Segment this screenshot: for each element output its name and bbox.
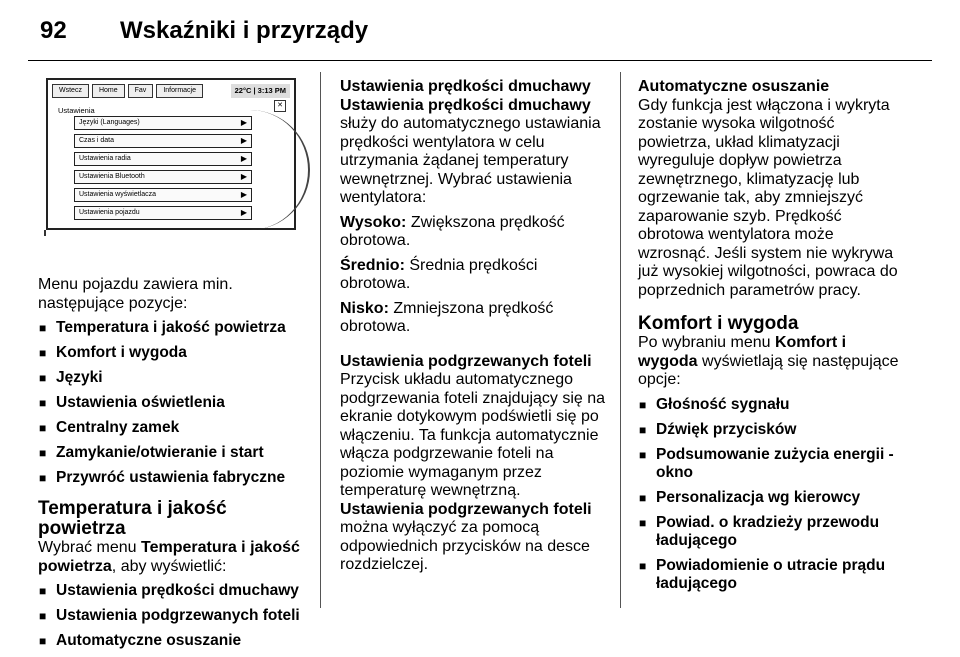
chevron-right-icon: ▶ (240, 136, 247, 145)
screen-title: Ustawienia (58, 106, 95, 115)
paragraph: Po wybraniu menu Komfort i wygoda wyświetlają się następujące opcje: (638, 334, 899, 388)
column-3 (638, 78, 910, 600)
list-item: ■ Ustawienia podgrzewanych foteli (38, 607, 308, 625)
chevron-right-icon: ▶ (240, 118, 247, 127)
paragraph: Wybrać menu Temperatura i jakość powietrza, aby wyświetlić: (38, 539, 300, 575)
tab-home: Home (92, 84, 125, 98)
list-item: ■ Głośność sygnału (638, 396, 910, 414)
paragraph: Przycisk układu automatycznego podgrzewania foteli znajdujący się na ekranie dotykowym podświetli się po włączeniu. Ta funkcja automatycznie włącza podgrzewanie foteli na poziomie wymaganym przez temperaturę wewnętrzną. Ustawienia podgrzewanych foteli można wyłączyć za pomocą odpowiednich przycisków na desce rozdzielczej. (340, 371, 606, 573)
screen-tab-bar (52, 84, 290, 98)
list-item: ■ Ustawienia oświetlenia (38, 394, 308, 412)
close-icon: ✕ (274, 100, 286, 112)
list-item: ■ Przywróć ustawienia fabryczne (38, 469, 308, 487)
section-heading: Komfort i wygoda (638, 313, 799, 334)
column-divider (620, 72, 621, 608)
paragraph: Ustawienia prędkości dmuchawy służy do automatycznego ustawiania prędkości wentylatora w celu utrzymania żądanej temperatury wewnętrznej. Wybrać ustawienia wentylatora: (340, 96, 601, 206)
list-item: ■ Języki (38, 369, 308, 387)
screen-bezel (46, 78, 296, 230)
list-item: ■ Automatyczne osuszanie (38, 632, 308, 650)
page-title: Wskaźniki i przyrządy (120, 17, 369, 44)
chevron-right-icon: ▶ (240, 208, 247, 217)
subheading: Automatyczne osuszanie (638, 78, 830, 95)
chevron-right-icon: ▶ (240, 190, 247, 199)
list-item: ■ Dźwięk przycisków (638, 421, 910, 439)
chevron-right-icon: ▶ (240, 154, 247, 163)
tab-info: Informacje (156, 84, 203, 98)
column-2 (340, 78, 608, 581)
list-item: ■ Podsumowanie zużycia energii - okno (638, 446, 910, 482)
list-item: ■ Ustawienia prędkości dmuchawy (38, 582, 308, 600)
screen-menu-item: Ustawienia Bluetooth ▶ (74, 170, 252, 184)
figure-mark (44, 230, 46, 236)
list-item: ■ Powiadomienie o utracie prądu ładującego (638, 557, 910, 593)
screen-menu-item: Ustawienia wyświetlacza ▶ (74, 188, 252, 202)
intro-text: Menu pojazdu zawiera min. następujące pozycje: (38, 276, 233, 312)
tab-back: Wstecz (52, 84, 89, 98)
paragraph: Gdy funkcja jest włączona i wykryta zostanie wysoka wilgotność powietrza, układ klimatyzacji wyreguluje dopływ powietrza zewnętrznego, klimatyzację lub ogrzewanie tak, aby zmniejszyć zaparowanie szyb. Prędkość obrotowa wentylatora może wzrosnąć. Jeśli system nie wykrywa już wysokiej wilgotności, powraca do poprzednich parametrów pracy. (638, 96, 898, 299)
paragraph: Nisko: Zmniejszona prędkość obrotowa. (340, 299, 554, 335)
paragraph: Wysoko: Zwiększona prędkość obrotowa. (340, 213, 565, 249)
screen-menu-item: Ustawienia pojazdu ▶ (74, 206, 252, 220)
list-item: ■ Komfort i wygoda (38, 344, 308, 362)
subheading: Ustawienia podgrzewanych foteli (340, 352, 592, 370)
paragraph: Średnio: Średnia prędkości obrotowa. (340, 256, 538, 292)
subheading: Ustawienia prędkości dmuchawy (340, 78, 591, 95)
list-item: ■ Powiad. o kradzieży przewodu ładującego (638, 514, 910, 550)
column-divider (320, 72, 321, 608)
screen-status: 22°C | 3:13 PM (231, 84, 290, 98)
screen-menu-item: Języki (Languages) ▶ (74, 116, 252, 130)
list-item: ■ Zamykanie/otwieranie i start (38, 444, 308, 462)
column-1 (38, 72, 308, 657)
list-item: ■ Personalizacja wg kierowcy (638, 489, 910, 507)
chevron-right-icon: ▶ (240, 172, 247, 181)
page-number: 92 (40, 17, 67, 44)
screen-menu-item: Czas i data ▶ (74, 134, 252, 148)
section-heading: Temperatura i jakość powietrza (38, 498, 227, 539)
screen-menu-item: Ustawienia radia ▶ (74, 152, 252, 166)
list-item: ■ Centralny zamek (38, 419, 308, 437)
tab-fav: Fav (128, 84, 154, 98)
list-item: ■ Temperatura i jakość powietrza (38, 319, 308, 337)
page-header (28, 12, 932, 61)
settings-screen-figure (38, 72, 296, 256)
